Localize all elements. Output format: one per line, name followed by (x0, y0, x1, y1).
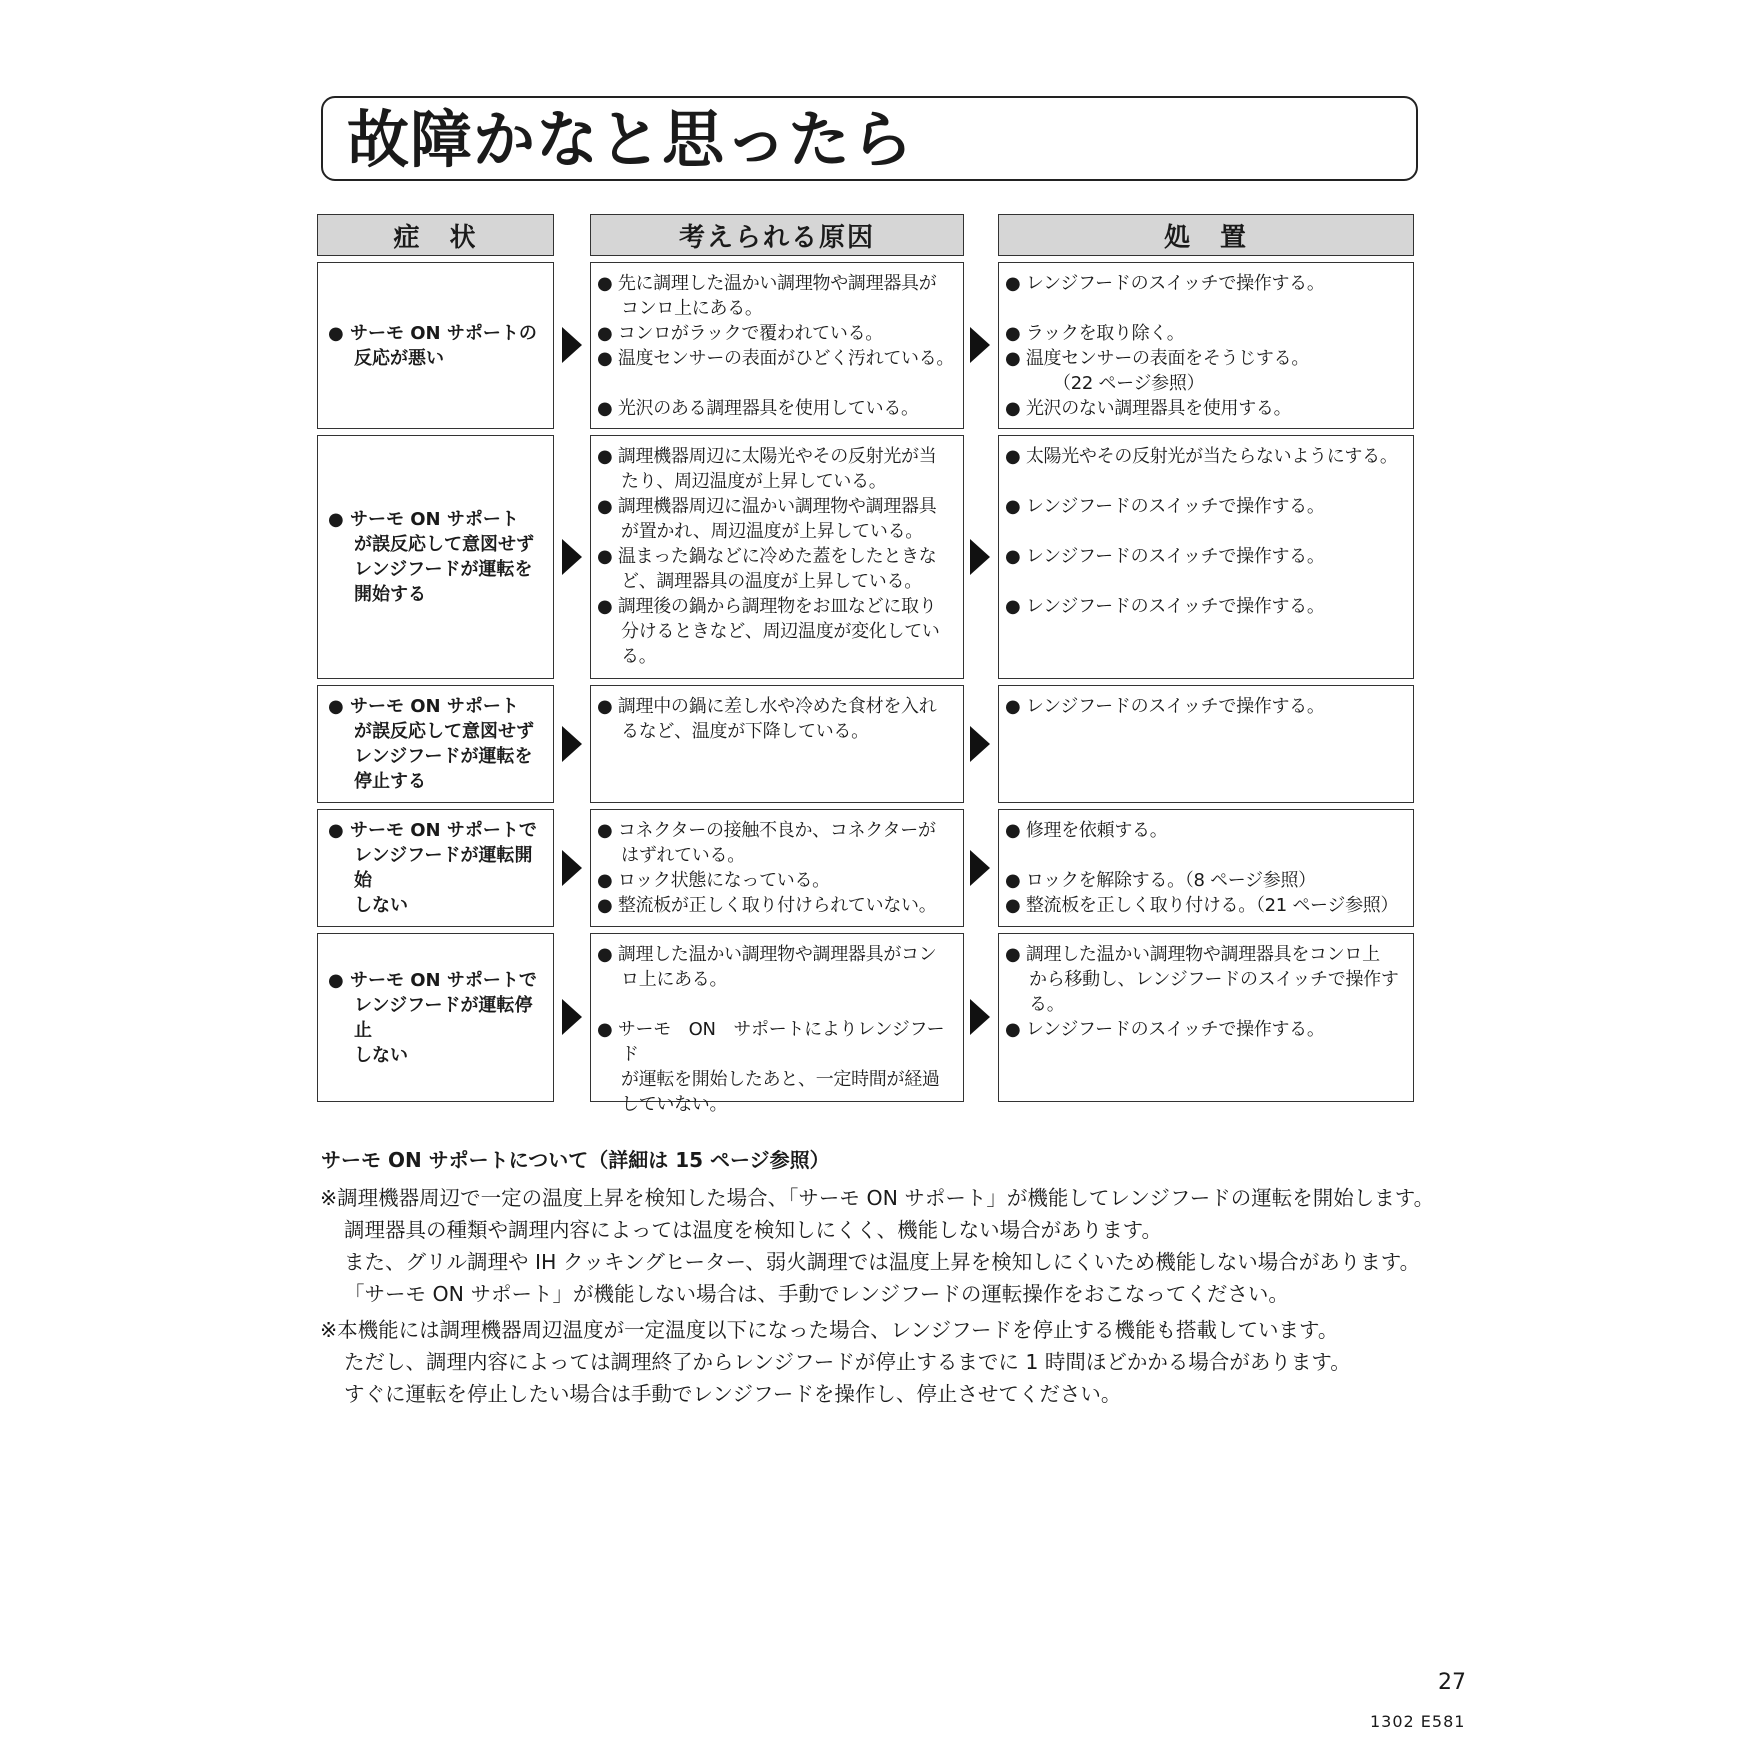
cause-item: ● ロック状態になっている。 (597, 870, 830, 891)
cause-item: ● 光沢のある調理器具を使用している。 (597, 398, 919, 419)
arrow-icon (970, 999, 990, 1035)
cause-cell (590, 685, 964, 803)
note-line: 調理器具の種類や調理内容によっては温度を検知しにくく、機能しない場合があります。 (344, 1218, 1162, 1242)
cause-item: ● コンロがラックで覆われている。 (597, 323, 883, 344)
symptom-cell (317, 262, 554, 429)
symptom-cell (317, 435, 554, 679)
action-item: ● レンジフードのスイッチで操作する。 (1005, 546, 1325, 567)
title-box (321, 96, 1418, 181)
arrow-icon (970, 327, 990, 363)
cause-item: ● サーモ ON サポートによりレンジフード が運転を開始したあと、一定時間が経過 していない。 (597, 1019, 945, 1115)
action-item: （22 ページ参照） (1053, 373, 1205, 394)
page-number: 27 (1438, 1670, 1466, 1695)
note-line: ※本機能には調理機器周辺温度が一定温度以下になった場合、レンジフードを停止する機能も搭載しています。 (320, 1318, 1339, 1342)
cause-cell (590, 933, 964, 1115)
arrow-icon (562, 850, 582, 886)
cause-item: ● 先に調理した温かい調理物や調理器具が コンロ上にある。 (597, 273, 937, 319)
note-line: ただし、調理内容によっては調理終了からレンジフードが停止するまでに 1 時間ほどかかる場合があります。 (344, 1350, 1351, 1374)
header-cause: 考えられる原因 (590, 214, 964, 256)
notes-heading: サーモ ON サポートについて（詳細は 15 ページ参照） (321, 1148, 830, 1172)
note-line: ※調理機器周辺で一定の温度上昇を検知した場合、「サーモ ON サポート」が機能してレンジフードの運転を開始します。 (320, 1186, 1435, 1210)
arrow-icon (970, 539, 990, 575)
symptom-text: ● サーモ ON サポートで レンジフードが運転開始 しない (328, 820, 537, 916)
note-line: また、グリル調理や IH クッキングヒーター、弱火調理では温度上昇を検知しにくいため機能しない場合があります。 (344, 1250, 1421, 1274)
symptom-text: ● サーモ ON サポートの 反応が悪い (328, 322, 537, 369)
cause-cell (590, 435, 964, 679)
header-action: 処 置 (998, 214, 1414, 256)
action-cell (998, 933, 1414, 1102)
arrow-icon (562, 726, 582, 762)
arrow-icon (562, 539, 582, 575)
cause-cell (590, 262, 964, 429)
action-cell (998, 809, 1414, 927)
action-item: ● ロックを解除する。（8 ページ参照） (1005, 870, 1316, 891)
action-item: ● 光沢のない調理器具を使用する。 (1005, 398, 1292, 419)
action-item: ● 整流板を正しく取り付ける。（21 ページ参照） (1005, 895, 1399, 916)
action-cell (998, 262, 1414, 429)
symptom-cell (317, 685, 554, 803)
action-item: ● 温度センサーの表面をそうじする。 (1005, 348, 1310, 369)
cause-item: ● 温度センサーの表面がひどく汚れている。 (597, 348, 955, 369)
symptom-text: ● サーモ ON サポート が誤反応して意図せず レンジフードが運転を 停止する (328, 696, 534, 792)
note-line: すぐに運転を停止したい場合は手動でレンジフードを操作し、停止させてください。 (344, 1382, 1122, 1406)
cause-item: ● 温まった鍋などに冷めた蓋をしたときな ど、調理器具の温度が上昇している。 (597, 546, 937, 592)
note-line: 「サーモ ON サポート」が機能しない場合は、手動でレンジフードの運転操作をおこなってください。 (344, 1282, 1289, 1306)
cause-item: ● 調理した温かい調理物や調理器具がコン ロ上にある。 (597, 944, 937, 990)
action-item: ● レンジフードのスイッチで操作する。 (1005, 596, 1325, 617)
action-cell (998, 685, 1414, 803)
arrow-icon (970, 726, 990, 762)
action-item: ● 修理を依頼する。 (1005, 820, 1168, 841)
action-item: ● ラックを取り除く。 (1005, 323, 1185, 344)
symptom-text: ● サーモ ON サポートで レンジフードが運転停止 しない (328, 969, 537, 1066)
document-code: 1302 E581 (1370, 1712, 1466, 1731)
cause-item: ● 調理中の鍋に差し水や冷めた食材を入れ るなど、温度が下降している。 (597, 696, 937, 742)
arrow-icon (970, 850, 990, 886)
action-item: ● レンジフードのスイッチで操作する。 (1005, 696, 1325, 717)
action-item: ● レンジフードのスイッチで操作する。 (1005, 1019, 1325, 1040)
cause-item: ● 調理機器周辺に温かい調理物や調理器具 が置かれ、周辺温度が上昇している。 (597, 496, 937, 542)
action-item: ● レンジフードのスイッチで操作する。 (1005, 496, 1325, 517)
action-item: ● レンジフードのスイッチで操作する。 (1005, 273, 1325, 294)
arrow-icon (562, 999, 582, 1035)
action-cell (998, 435, 1414, 679)
cause-item: ● コネクターの接触不良か、コネクターが はずれている。 (597, 820, 936, 866)
cause-item: ● 調理機器周辺に太陽光やその反射光が当 たり、周辺温度が上昇している。 (597, 446, 937, 492)
symptom-cell (317, 933, 554, 1102)
note-block-1 (320, 1182, 1434, 1310)
cause-cell (590, 809, 964, 927)
action-item: ● 調理した温かい調理物や調理器具をコンロ上 から移動し、レンジフードのスイッチで操作す る。 (1005, 944, 1399, 1015)
note-block-2 (320, 1314, 1351, 1410)
symptom-cell (317, 809, 554, 927)
cause-item: ● 調理後の鍋から調理物をお皿などに取り 分けるときなど、周辺温度が変化してい る。 (597, 596, 940, 667)
action-item: ● 太陽光やその反射光が当たらないようにする。 (1005, 446, 1398, 467)
header-symptom: 症 状 (317, 214, 554, 256)
cause-item: ● 整流板が正しく取り付けられていない。 (597, 895, 937, 916)
symptom-text: ● サーモ ON サポート が誤反応して意図せず レンジフードが運転を 開始する (328, 509, 534, 605)
arrow-icon (562, 327, 582, 363)
page-title: 故障かなと思ったら (347, 103, 915, 176)
